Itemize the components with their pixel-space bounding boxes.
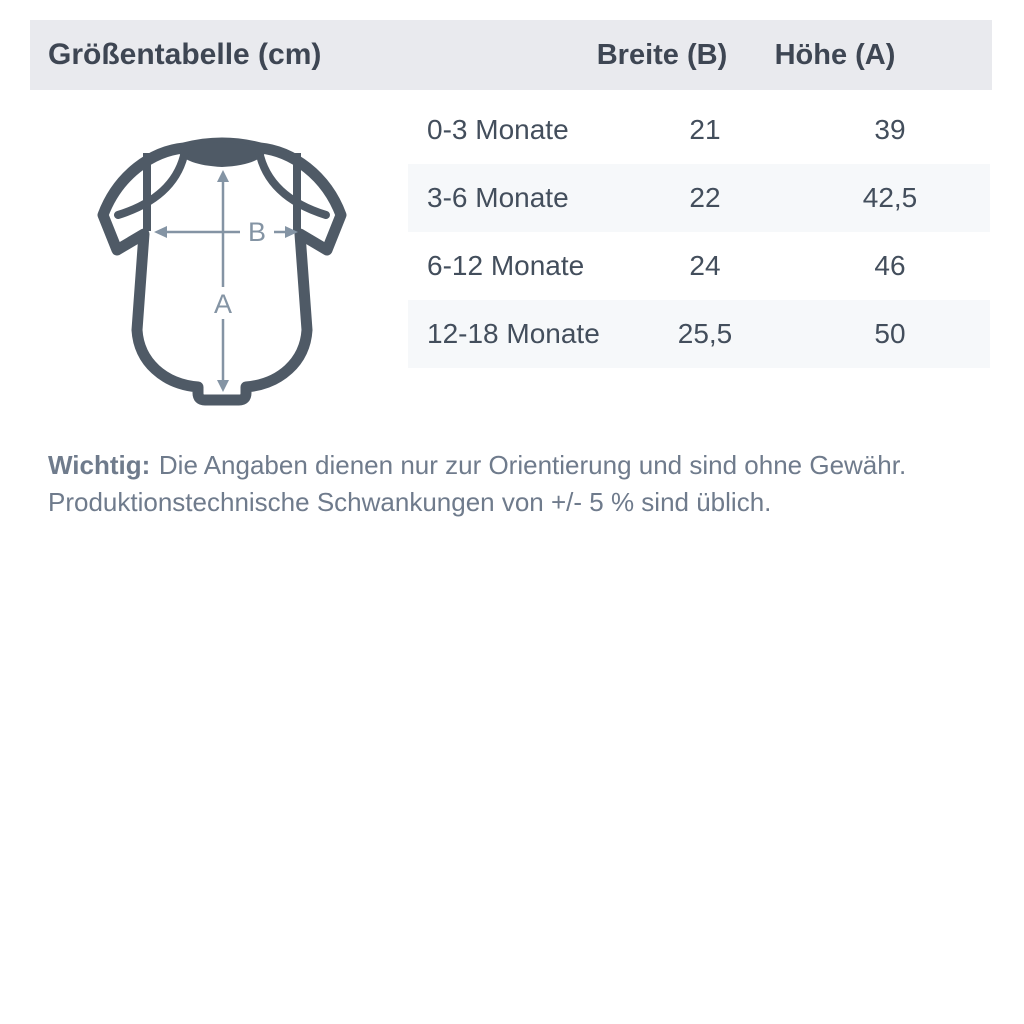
disclaimer-text-line1: Die Angaben dienen nur zur Orientierung und sind ohne Gewähr. [158, 450, 907, 480]
baby-bodysuit-diagram [90, 137, 354, 407]
breite-value-cell: 21 [689, 114, 721, 145]
size-label-cell: 6-12 Monate [427, 250, 585, 281]
size-label-cell: 3-6 Monate [427, 182, 569, 213]
table-row [408, 164, 990, 232]
size-label-cell: 12-18 Monate [427, 318, 600, 349]
hoehe-value-cell: 46 [874, 250, 906, 281]
breite-column-header: Breite (B) [596, 39, 728, 71]
hoehe-column-header: Höhe (A) [774, 39, 896, 71]
table-row [408, 300, 990, 368]
size-label-cell: 0-3 Monate [427, 114, 569, 145]
hoehe-value-cell: 39 [874, 114, 906, 145]
table-row [408, 96, 990, 164]
disclaimer-bold-prefix: Wichtig: [48, 450, 151, 480]
disclaimer-line2: Produktionstechnische Schwankungen von +/- 5 % sind üblich. [48, 487, 772, 517]
hoehe-value-cell: 50 [874, 318, 906, 349]
width-label: B [247, 217, 267, 247]
page-title: Größentabelle (cm) [48, 38, 322, 71]
breite-value-cell: 24 [689, 250, 721, 281]
size-table-header [30, 20, 992, 90]
breite-value-cell: 22 [689, 182, 721, 213]
disclaimer-note [48, 447, 978, 521]
table-row [408, 232, 990, 300]
disclaimer-line1 [48, 447, 978, 484]
height-label: A [213, 289, 233, 319]
breite-value-cell: 25,5 [677, 318, 733, 349]
size-table-rows [408, 96, 990, 368]
hoehe-value-cell: 42,5 [862, 182, 918, 213]
